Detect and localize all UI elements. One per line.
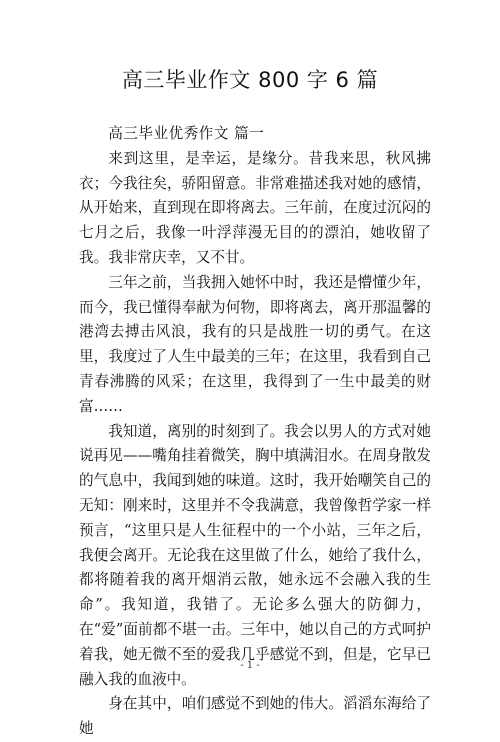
paragraph-4: 身在其中，咱们感觉不到她的伟大。滔滔东海给了她 xyxy=(79,695,431,738)
document-body xyxy=(79,122,431,742)
document-title: 高三毕业作文 800 字 6 篇 xyxy=(121,68,379,92)
paragraph-3: 我知道，离别的时刻到了。我会以男人的方式对她说再见——嘴角挂着微笑，胸中填满泪水。在周身散发的气息中，我闻到她的味道。这时，我开始嘲笑自己的无知：刚来时，这里并不令我满意，我曾像哲学家一样预言，“这里只是人生征程中的一个小站，三年之后，我便会离开。无论我在这里做了什么，她给了我什么，都将随着我的离开烟消云散，她永远不会融入我的生命”。我知道，我错了。无论多么强大的防御力，在“爱”面前都不堪一击。三年中，她以自己的方式呵护着我，她无微不至的爱我几乎感觉不到，但是，它早已融入我的血液中。 xyxy=(79,422,431,688)
page-number: - 1 - xyxy=(240,660,260,671)
section-heading: 高三毕业优秀作文 篇一 xyxy=(108,125,265,142)
paragraph-2: 三年之前，当我拥入她怀中时，我还是懵懂少年，而今，我已懂得奉献为何物，即将离去，离开那温馨的港湾去搏击风浪，我有的只是战胜一切的勇气。在这里，我度过了人生中最美的三年；在这里，我看到自己青春沸腾的风采；在这里，我得到了一生中最美的财富…… xyxy=(79,273,431,415)
paragraph-1: 来到这里，是幸运，是缘分。昔我来思，秋风拂衣；今我往矣，骄阳留意。非常难描述我对她的感情，从开始来，直到现在即将离去。三年前，在度过沉闷的七月之后，我像一叶浮萍漫无目的的漂泊，她收留了我。我非常庆幸，又不甘。 xyxy=(79,149,431,266)
